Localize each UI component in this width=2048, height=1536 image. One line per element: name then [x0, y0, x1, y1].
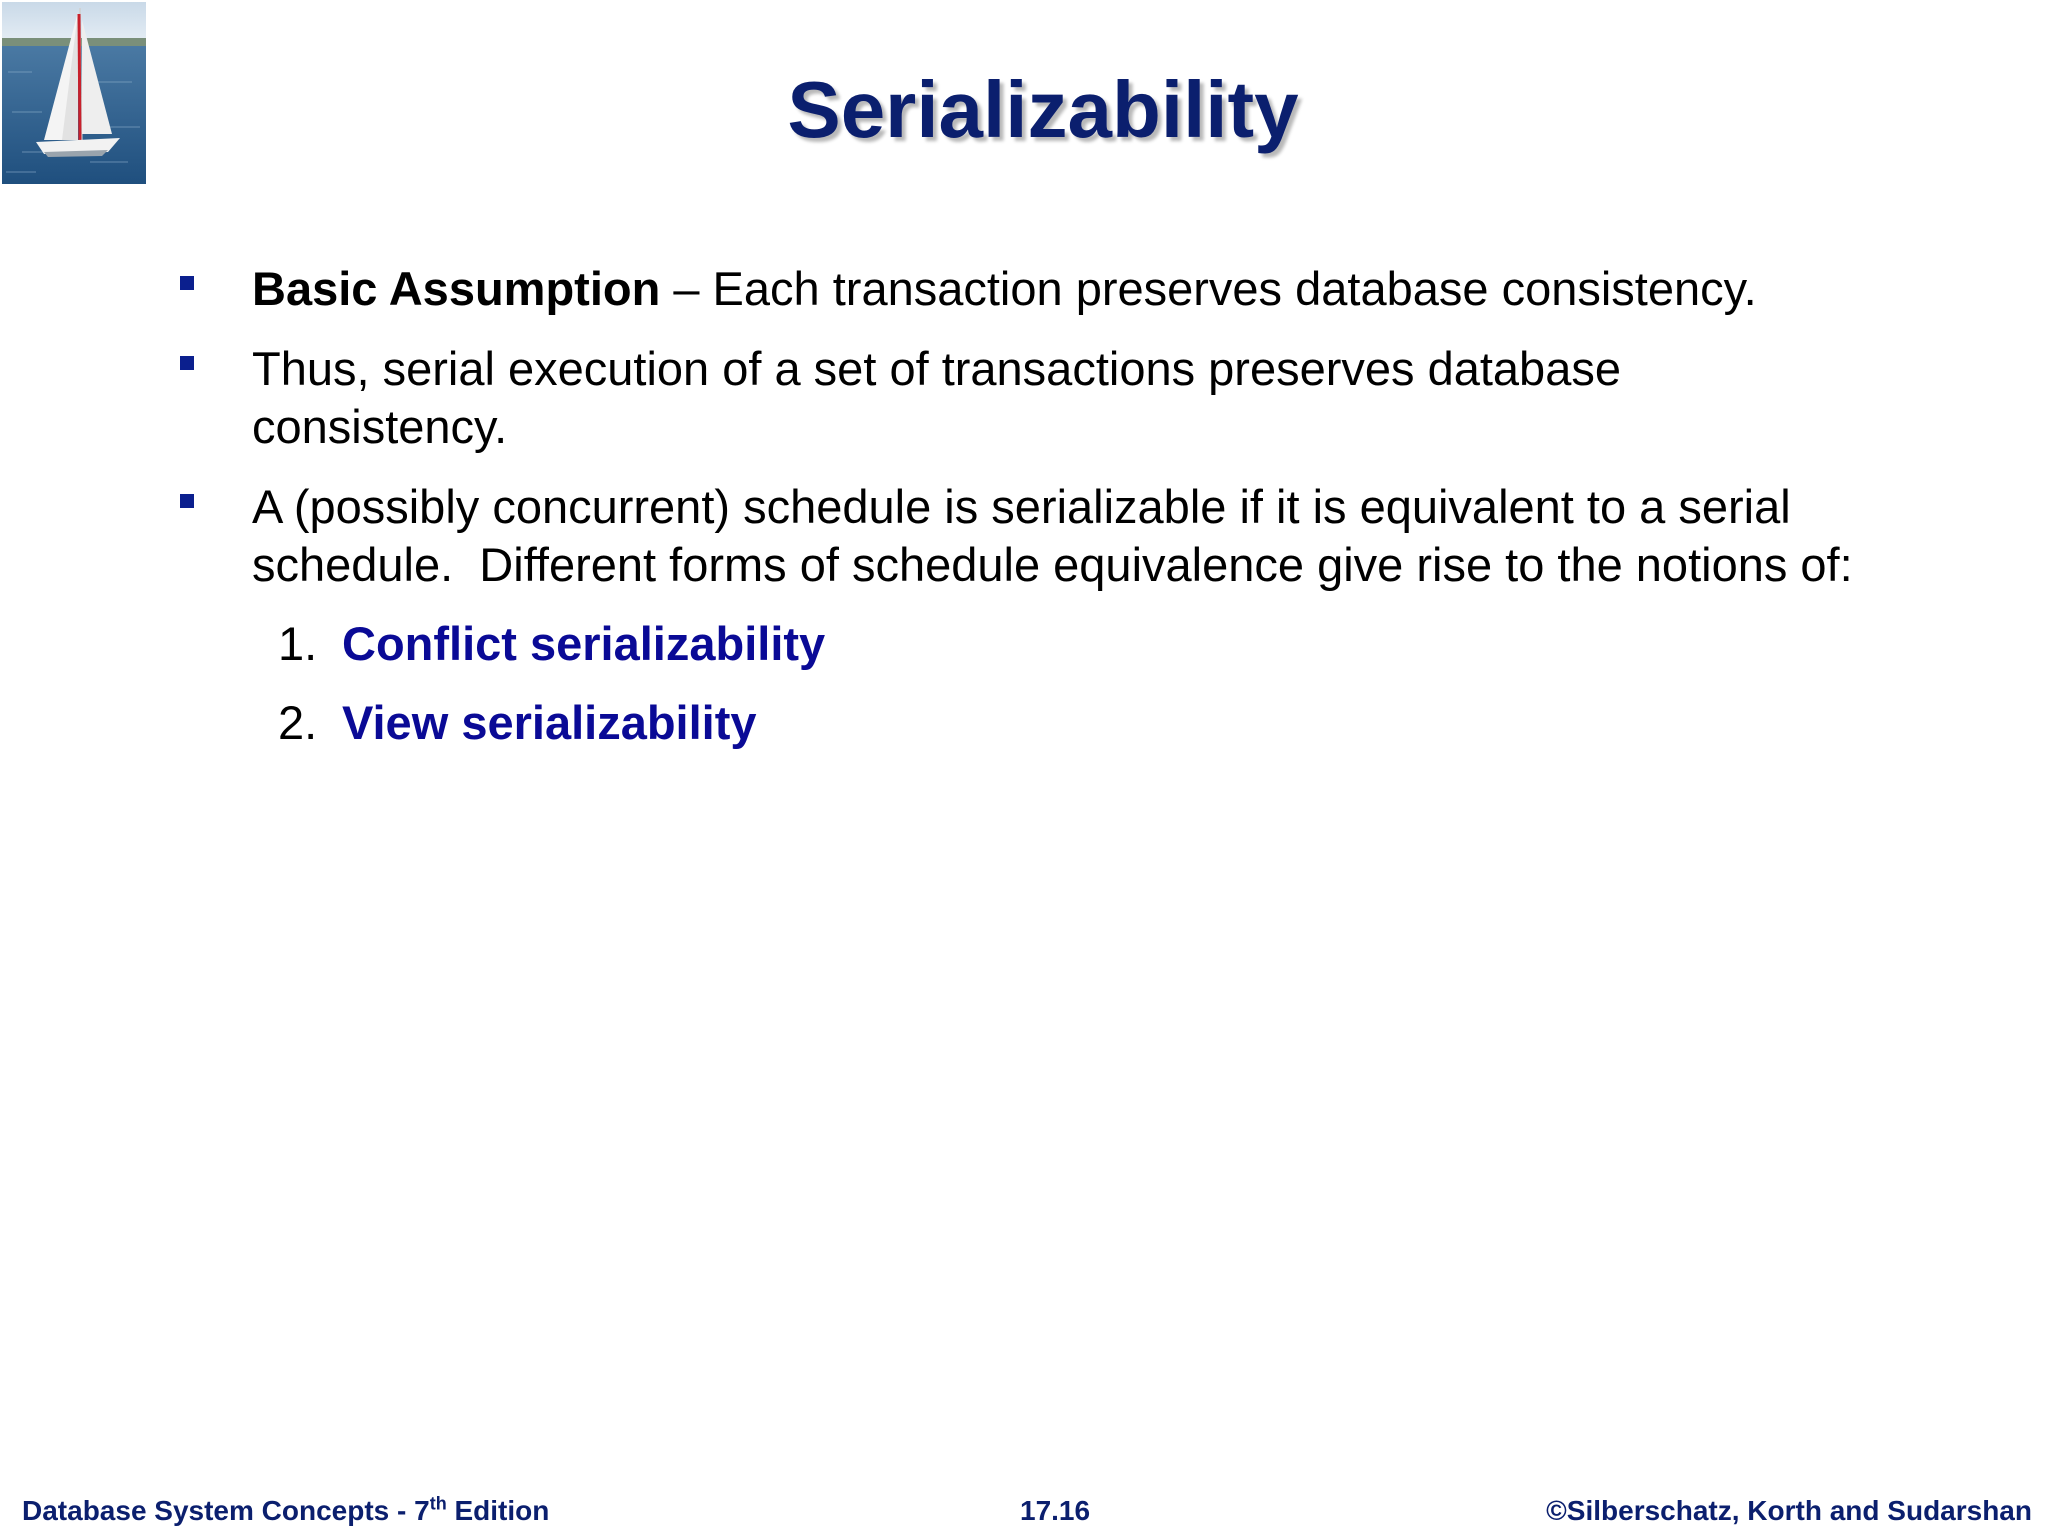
footer-copyright: ©Silberschatz, Korth and Sudarshan: [1546, 1495, 2032, 1526]
item-term: View serializability: [342, 696, 757, 749]
bullet-text: – Each transaction preserves database consistency.: [660, 262, 1757, 315]
bullet-square-icon: [180, 494, 194, 508]
footer-book-prefix: Database System Concepts - 7: [22, 1495, 430, 1526]
bullet-line: consistency.: [252, 400, 508, 453]
bullet-square-icon: [180, 276, 194, 290]
bullet-line: A (possibly concurrent) schedule is serializable if it is equivalent to a serial: [252, 480, 1791, 533]
item-number: 2.: [278, 696, 318, 749]
item-number: 1.: [278, 617, 318, 670]
bullet-square-icon: [180, 356, 194, 370]
footer-book-suffix: Edition: [446, 1495, 550, 1526]
bullet-basic-assumption: [252, 260, 1932, 318]
bullet-concurrent-schedule: [252, 478, 1932, 594]
footer-book-sup: th: [429, 1493, 447, 1514]
bullet-line: Thus, serial execution of a set of transactions preserves database: [252, 342, 1621, 395]
bullet-serial-execution: [252, 340, 1932, 456]
bullet-lead: Basic Assumption: [252, 262, 661, 315]
bullet-line: schedule. Different forms of schedule equivalence give rise to the notions of:: [252, 538, 1853, 591]
numbered-item-conflict: [278, 615, 825, 673]
numbered-item-view: [278, 694, 757, 752]
slide-title: Serializability: [787, 65, 1299, 154]
item-term: Conflict serializability: [342, 617, 826, 670]
footer-book-title: [22, 1494, 549, 1528]
footer-slide-number: 17.16: [1020, 1495, 1091, 1526]
